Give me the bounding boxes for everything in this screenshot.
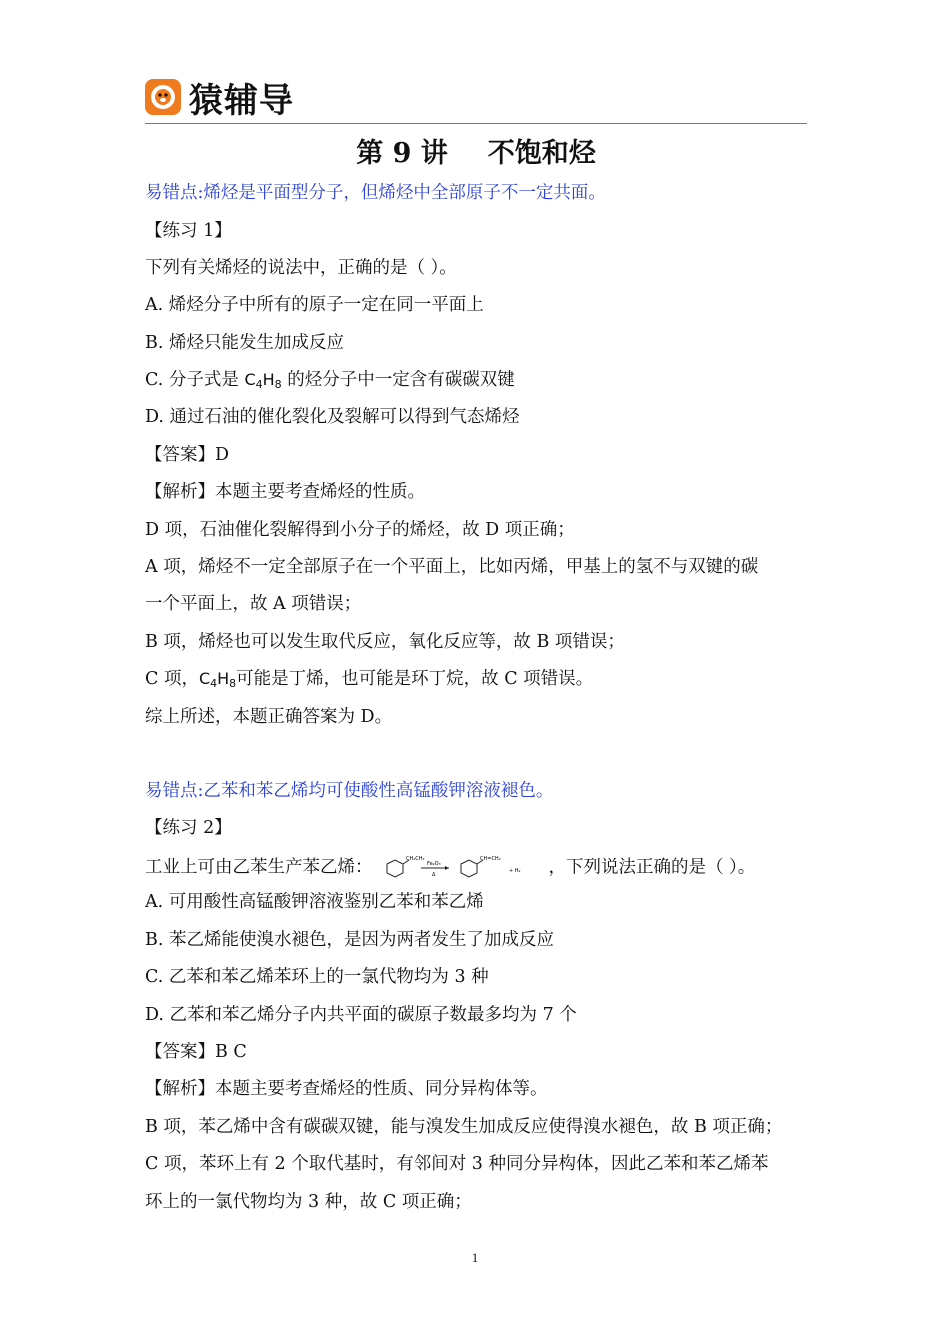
brand-name: 猿辅导	[189, 80, 294, 121]
option-1a: A. 烯烃分子中所有的原子一定在同一平面上	[145, 295, 484, 315]
option-2d: D. 乙苯和苯乙烯分子内共平面的碳原子数最多均为 7 个	[145, 1005, 577, 1025]
error-tip-1: 易错点:烯烃是平面型分子，但烯烃中全部原子不一定共面。	[145, 183, 606, 203]
option-1b: B. 烯烃只能发生加成反应	[145, 333, 344, 353]
product-group-label: CH=CH₂	[479, 856, 501, 862]
lecture-topic: 不饱和烃	[487, 138, 596, 169]
condition-label: Δ	[431, 872, 435, 878]
byproduct-label: + H₂	[508, 868, 521, 874]
brand-logo	[145, 74, 294, 120]
option-2b: B. 苯乙烯能使溴水褪色，是因为两者发生了加成反应	[145, 930, 554, 950]
error-tip-2: 易错点:乙苯和苯乙烯均可使酸性高锰酸钾溶液褪色。	[145, 781, 554, 801]
option-2a: A. 可用酸性高锰酸钾溶液鉴别乙苯和苯乙烯	[145, 892, 484, 912]
answer-2: 【答案】B C	[145, 1042, 247, 1062]
page-number: 1	[471, 1250, 479, 1265]
formula-c4h8-inline: $C_4H_8$	[198, 669, 237, 690]
summary-1: 综上所述，本题正确答案为 D。	[145, 707, 393, 727]
explanation-1-b: B 项，烯烃也可以发生取代反应，氧化反应等，故 B 项错误；	[145, 632, 625, 652]
explanation-1-a: A 项，烯烃不一定全部原子在一个平面上，比如丙烯，甲基上的氢不与双键的碳	[145, 557, 759, 577]
catalyst-label: Fe₂O₃	[426, 861, 441, 867]
option-2c: C. 乙苯和苯乙烯苯环上的一氯代物均为 3 种	[145, 967, 489, 987]
analysis-1: 【解析】本题主要考查烯烃的性质。	[145, 482, 425, 502]
option-1d: D. 通过石油的催化裂化及裂解可以得到气态烯烃	[145, 407, 520, 427]
question-1: 下列有关烯烃的说法中，正确的是（ ）。	[145, 258, 457, 278]
explanation-1-c: C 项，$C_4H_8$可能是丁烯，也可能是环丁烷，故 C 项错误。	[145, 669, 594, 690]
explanation-2-b: B 项，苯乙烯中含有碳碳双键，能与溴发生加成反应使得溴水褪色，故 B 项正确；	[145, 1117, 783, 1137]
reaction-scheme-figure	[377, 853, 545, 883]
explanation-2-c: C 项，苯环上有 2 个取代基时，有邻间对 3 种同分异构体，因此乙苯和苯乙烯苯	[145, 1154, 769, 1174]
reactant-group-label: CH₂CH₃	[405, 856, 425, 862]
header-divider	[145, 123, 807, 124]
formula-c4h8: $C_4H_8$	[244, 370, 282, 391]
explanation-2-c-cont: 环上的一氯代物均为 3 种，故 C 项正确；	[145, 1192, 472, 1212]
monkey-logo-icon	[145, 79, 181, 115]
explanation-1-d: D 项，石油催化裂解得到小分子的烯烃，故 D 项正确；	[145, 520, 575, 540]
page-title	[145, 131, 807, 170]
analysis-2: 【解析】本题主要考查烯烃的性质、同分异构体等。	[145, 1079, 548, 1099]
option-1c: C. 分子式是 $C_4H_8$ 的烃分子中一定含有碳碳双键	[145, 370, 515, 391]
explanation-1-a-cont: 一个平面上，故 A 项错误；	[145, 594, 362, 614]
question-2: 工业上可由乙苯生产苯乙烯： CH₂CH₃ Fe₂O₃ Δ CH=CH₂ + H₂ ，下列说法正确的是（ ）。	[145, 853, 755, 883]
answer-1: 【答案】D	[145, 445, 230, 465]
exercise-heading-1: 【练习 1】	[145, 221, 232, 241]
exercise-heading-2: 【练习 2】	[145, 818, 232, 838]
lecture-number: 第 9 讲	[356, 138, 448, 169]
